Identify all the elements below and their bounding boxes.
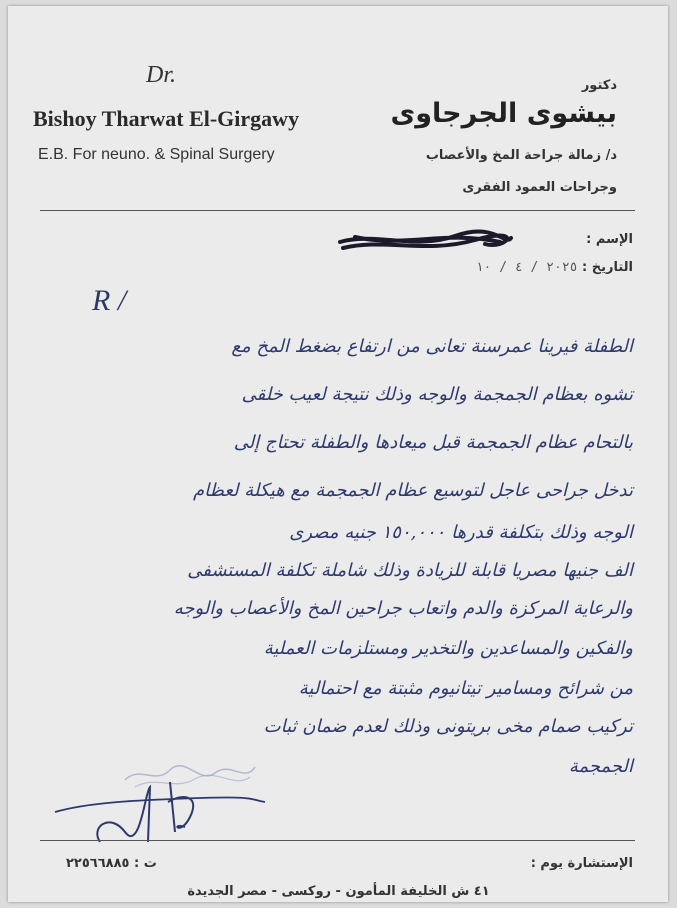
phone-number: ٢٢٥٦٦٨٨٥ — [66, 856, 130, 871]
patient-name-label: الإسم : — [586, 232, 633, 247]
prescription-line: تدخل جراحى عاجل لتوسيع عظام الجمجمة مع هيكلة لعظام — [192, 480, 633, 501]
doctor-name-ar: بيشوى الجرجاوى — [390, 98, 617, 129]
doctor-title-en: Dr. — [146, 62, 177, 88]
header-divider — [40, 210, 635, 211]
doctor-name-en: Bishoy Tharwat El-Girgawy — [33, 106, 300, 131]
doctor-specialty-ar-1: د/ زمالة جراحة المخ والأعصاب — [425, 148, 617, 163]
doctor-specialty-en: E.B. For neuno. & Spinal Surgery — [38, 146, 275, 163]
prescription-line: بالتحام عظام الجمجمة قبل ميعادها والطفلة تحتاج إلى — [233, 432, 633, 453]
clinic-address: ٤١ ش الخليفة المأمون - روكسى - مصر الجديدة — [187, 884, 490, 899]
redacted-name-scribble — [335, 228, 515, 258]
date-label: التاريخ : — [582, 260, 633, 275]
prescription-line: الوجه وذلك بتكلفة قدرها ١٥٠,٠٠٠ جنيه مصرى — [289, 522, 633, 543]
prescription-line: والرعاية المركزة والدم واتعاب جراحين المخ والأعصاب والوجه — [173, 598, 633, 619]
prescription-line: تشوه بعظام الجمجمة والوجه وذلك نتيجة لعيب خلقى — [241, 384, 633, 405]
rx-symbol: R / — [92, 284, 127, 317]
prescription-line: الف جنيها مصريا قابلة للزيادة وذلك شاملة تكلفة المستشفى — [187, 560, 633, 581]
prescription-line: والفكين والمساعدين والتخدير ومستلزمات العملية — [263, 638, 633, 659]
footer-divider — [40, 840, 635, 841]
doctor-title-ar: دكتور — [581, 78, 617, 93]
phone-label: ت : — [134, 856, 157, 871]
phone-row — [66, 856, 157, 871]
prescription-line: الطفلة فيرينا عمرسنة تعانى من ارتفاع بضغط المخ مع — [231, 336, 633, 357]
prescription-line: من شرائح ومسامير تيتانيوم مثبتة مع احتمالية — [298, 678, 633, 699]
prescription-line: تركيب صمام مخى بريتونى وذلك لعدم ضمان ثبات — [263, 716, 633, 737]
consultation-day-label: الإستشارة يوم : — [530, 856, 633, 871]
doctor-specialty-ar-2: وجراحات العمود الفقرى — [462, 180, 617, 195]
prescription-line: الجمجمة — [568, 756, 633, 777]
date-value: ٢٠٢٥ / ٤ / ١٠ — [475, 260, 578, 275]
date-row — [476, 260, 633, 275]
